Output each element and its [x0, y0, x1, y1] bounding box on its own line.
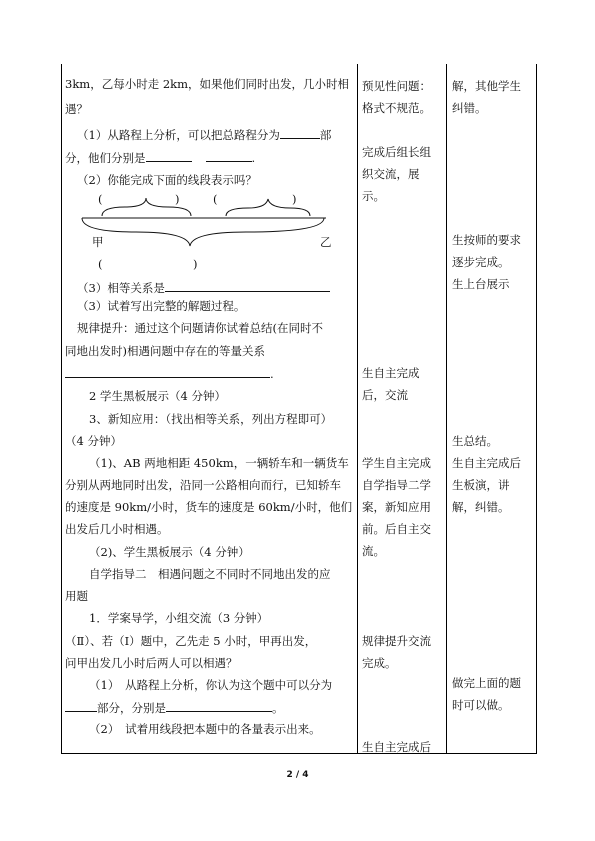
column-divider	[357, 64, 358, 753]
right-note: 生板演，讲	[452, 478, 510, 492]
text-line: 出发后几小时相遇。	[65, 522, 169, 536]
label-yi: 乙	[320, 235, 332, 249]
blank	[280, 127, 320, 139]
page-number: 2 / 4	[286, 770, 309, 780]
text-line: （3）试着写出完整的解题过程。	[77, 299, 246, 313]
text-fragment: 分，他们分别是	[65, 151, 146, 165]
text-fragment: .	[270, 367, 274, 381]
right-note: 做完上面的题	[452, 676, 521, 690]
text-line: 1．学案导学，小组交流（3 分钟）	[89, 611, 269, 625]
right-note: 解，其他学生	[452, 79, 521, 93]
right-note: 解，纠错。	[452, 500, 510, 514]
middle-note: 完成后组长组	[362, 145, 431, 159]
text-fragment: （3）相等关系是	[77, 281, 165, 295]
blank	[206, 150, 252, 162]
text-fragment: （1）从路程上分析，可以把总路程分为	[77, 128, 280, 142]
text-line: 用题	[65, 589, 88, 603]
text-line: 问甲出发几小时后两人可以相遇？	[65, 656, 238, 670]
blank	[166, 700, 272, 712]
paren-open: (	[98, 192, 103, 206]
text-line	[65, 150, 255, 165]
text-line: （2)、学生黑板展示（4 分钟）	[89, 545, 250, 559]
middle-note: 格式不规范。	[362, 101, 431, 115]
middle-note: 预见性问题：	[362, 79, 431, 93]
text-line: 遇？	[65, 102, 88, 116]
middle-note: 自学指导二学	[362, 478, 431, 492]
text-fragment: .	[251, 151, 256, 165]
text-line: （1)、AB 两地相距 450km，一辆轿车和一辆货车	[89, 456, 349, 470]
right-note: 逐步完成。	[452, 255, 510, 269]
text-line: （2）你能完成下面的线段表示吗？	[77, 173, 257, 187]
text-fragment: 部	[319, 128, 332, 142]
blank	[146, 150, 192, 162]
text-line: 分别从两地同时出发，沿同一公路相向而行，已知轿车	[65, 478, 341, 492]
text-line	[65, 700, 284, 715]
text-line: 自学指导二 相遇问题之不同时不同地出发的应	[89, 567, 331, 581]
text-line: （Ⅱ）、若（Ⅰ）题中，乙先走 5 小时，甲再出发，	[65, 634, 317, 648]
middle-note: 案，新知应用	[362, 500, 431, 514]
middle-note: 前。后自主交	[362, 522, 431, 536]
middle-note: 完成。	[362, 656, 397, 670]
blank	[65, 366, 270, 378]
middle-note: 后，交流	[362, 388, 408, 402]
text-fragment: 。	[272, 701, 284, 715]
blank	[165, 280, 330, 292]
middle-note: 织交流，展	[362, 167, 420, 181]
text-line: 2 学生黑板展示（4 分钟）	[89, 389, 226, 403]
paren-open: (	[213, 192, 218, 206]
text-line: （1） 从路程上分析，你认为这个题中可以分为	[89, 678, 333, 692]
middle-note: 示。	[362, 189, 385, 203]
text-line: 同地出发时)相遇问题中存在的等量关系	[65, 344, 265, 358]
text-line: 3km，乙每小时走 2km，如果他们同时出发，几小时相	[65, 77, 350, 91]
upper-brace-right	[226, 199, 310, 216]
right-note: 生按师的要求	[452, 233, 521, 247]
lower-brace	[82, 218, 324, 246]
text-line	[77, 280, 330, 295]
text-line: 规律提升：通过这个问题请你试着总结(在同时不	[77, 321, 323, 335]
text-line	[65, 366, 274, 381]
text-line: （2） 试着用线段把本题中的各量表示出来。	[89, 722, 321, 736]
paren-close: )	[292, 192, 297, 206]
blank	[65, 700, 97, 712]
segment-diagram	[76, 190, 336, 270]
right-note: 纠错。	[452, 101, 487, 115]
text-line: 3、新知应用：（找出相等关系，列出方程即可）	[89, 412, 333, 426]
text-line: （4 分钟）	[65, 434, 122, 448]
text-fragment: 部分，分别是	[97, 701, 166, 715]
paren-close: )	[175, 192, 180, 206]
middle-note: 规律提升交流	[362, 634, 431, 648]
right-note: 生总结。	[452, 434, 498, 448]
middle-note: 生自主完成	[362, 366, 420, 380]
label-jia: 甲	[92, 235, 104, 249]
middle-note: 学生自主完成	[362, 456, 431, 470]
text-line: 的速度是 90km/小时，货车的速度是 60km/小时，他们	[65, 500, 353, 514]
column-divider	[446, 64, 447, 753]
paren-open: (	[98, 257, 103, 271]
middle-note: 生自主完成后	[362, 740, 431, 754]
right-note: 生上台展示	[452, 277, 510, 291]
lesson-table	[61, 64, 537, 754]
right-note: 生自主完成后	[452, 456, 521, 470]
text-line	[77, 127, 331, 142]
middle-note: 流。	[362, 544, 385, 558]
right-note: 时可以做。	[452, 698, 510, 712]
paren-close: )	[193, 257, 198, 271]
